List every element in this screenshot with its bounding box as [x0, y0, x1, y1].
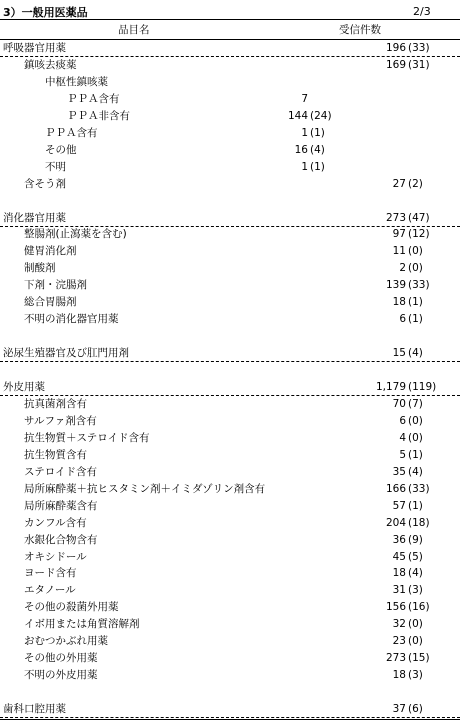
- row-label: 下剤・浣腸剤: [24, 279, 87, 292]
- table-row: [0, 396, 460, 412]
- row-label: ＰＰＡ含有: [67, 92, 120, 105]
- table-row: [0, 464, 460, 480]
- row-label: カンフル含有: [24, 516, 87, 529]
- table-row: [0, 57, 460, 73]
- row-serious-count: (4): [310, 143, 325, 156]
- row-label: 不明の消化器官用薬: [24, 313, 119, 326]
- row-count: 23: [392, 635, 406, 648]
- row-serious-count: (33): [408, 482, 430, 495]
- row-label: 水銀化合物含有: [24, 533, 98, 546]
- column-header-count: 受信件数: [339, 24, 381, 36]
- table-header: [0, 19, 460, 40]
- table-row: [0, 430, 460, 446]
- row-label: 抗真菌剤含有: [24, 397, 87, 410]
- row-serious-count: (1): [408, 448, 423, 461]
- row-serious-count: (0): [408, 431, 423, 444]
- row-label: ヨード含有: [24, 567, 77, 580]
- table-row: [0, 159, 460, 175]
- row-count: 196: [385, 42, 406, 54]
- row-count: 144: [287, 109, 308, 122]
- row-count: 2: [399, 262, 406, 275]
- table-row: [0, 125, 460, 141]
- row-serious-count: (1): [310, 126, 325, 139]
- row-label: ＰＰＡ非含有: [67, 109, 130, 122]
- row-serious-count: (6): [408, 703, 423, 716]
- table-row: [0, 108, 460, 124]
- table-row: [0, 582, 460, 598]
- row-serious-count: (0): [408, 414, 423, 427]
- row-serious-count: (1): [408, 499, 423, 512]
- row-serious-count: (3): [408, 669, 423, 682]
- row-label: 歯科口腔用薬: [3, 703, 66, 716]
- row-label: 消化器官用薬: [3, 211, 66, 224]
- row-count: 11: [392, 245, 406, 258]
- row-count: 36: [392, 533, 406, 546]
- table-row: [0, 667, 460, 683]
- row-count: 35: [392, 465, 406, 478]
- table-row: [0, 549, 460, 565]
- row-count: 1: [301, 160, 308, 173]
- row-serious-count: (1): [310, 160, 325, 173]
- category-row: [0, 210, 460, 227]
- category-row: [0, 40, 460, 57]
- row-label: 呼吸器官用薬: [3, 42, 66, 54]
- row-serious-count: (31): [408, 58, 430, 71]
- row-serious-count: (119): [408, 381, 437, 393]
- row-serious-count: (0): [408, 635, 423, 648]
- row-count: 273: [385, 652, 406, 665]
- category-row: [0, 379, 460, 396]
- table-row: [0, 193, 460, 209]
- row-serious-count: (9): [408, 533, 423, 546]
- row-serious-count: (1): [408, 296, 423, 309]
- row-count: 57: [392, 499, 406, 512]
- table-row: [0, 599, 460, 615]
- row-count: 169: [385, 58, 406, 71]
- row-label: 整腸剤(止瀉薬を含む): [24, 228, 127, 241]
- row-count: 166: [385, 482, 406, 495]
- row-count: 70: [392, 397, 406, 410]
- table-row: [0, 311, 460, 327]
- row-serious-count: (7): [408, 397, 423, 410]
- row-serious-count: (4): [408, 567, 423, 580]
- page-number: 2/3: [413, 5, 431, 18]
- section-title: 3）一般用医薬品: [3, 6, 88, 19]
- row-serious-count: (2): [408, 177, 423, 190]
- row-count: 5: [399, 448, 406, 461]
- row-count: 45: [392, 550, 406, 563]
- row-label: 中枢性鎮咳薬: [45, 75, 108, 88]
- row-serious-count: (4): [408, 347, 423, 360]
- row-serious-count: (12): [408, 228, 430, 241]
- table-row: [0, 684, 460, 700]
- row-label: 制酸剤: [24, 262, 56, 275]
- row-label: その他: [45, 143, 77, 156]
- row-label: 不明の外皮用薬: [24, 669, 98, 682]
- row-label: 含そう剤: [24, 177, 66, 190]
- row-serious-count: (0): [408, 618, 423, 631]
- row-label: おむつかぶれ用薬: [24, 635, 108, 648]
- table-row: [0, 498, 460, 514]
- row-count: 6: [399, 313, 406, 326]
- row-label: その他の外用薬: [24, 652, 98, 665]
- row-count: 18: [392, 567, 406, 580]
- category-row: [0, 701, 460, 718]
- table-row: [0, 328, 460, 344]
- row-count: 18: [392, 296, 406, 309]
- table-row: [0, 515, 460, 531]
- row-count: 16: [294, 143, 308, 156]
- table-row: [0, 226, 460, 242]
- row-serious-count: (18): [408, 516, 430, 529]
- row-count: 18: [392, 669, 406, 682]
- row-count: 7: [301, 92, 308, 105]
- row-label: エタノール: [24, 584, 76, 597]
- row-count: 15: [392, 347, 406, 360]
- table-row: [0, 91, 460, 107]
- row-serious-count: (0): [408, 245, 423, 258]
- row-label: ＰＰＡ含有: [45, 126, 98, 139]
- row-label: 抗生物質＋ステロイド含有: [24, 431, 150, 444]
- table-row: [0, 565, 460, 581]
- row-label: 鎮咳去痰薬: [24, 58, 77, 71]
- row-label: 局所麻酔薬＋抗ヒスタミン剤＋イミダゾリン剤含有: [24, 482, 266, 495]
- row-serious-count: (24): [310, 109, 332, 122]
- table-row: [0, 532, 460, 548]
- table-row: [0, 650, 460, 666]
- row-count: 31: [392, 584, 406, 597]
- row-serious-count: (16): [408, 601, 430, 614]
- table-row: [0, 260, 460, 276]
- row-serious-count: (15): [408, 652, 430, 665]
- column-header-item: 品目名: [118, 24, 150, 36]
- row-label: その他の殺菌外用薬: [24, 601, 119, 614]
- table-row: [0, 447, 460, 463]
- row-serious-count: (0): [408, 262, 423, 275]
- table-row: [0, 294, 460, 310]
- table-row: [0, 413, 460, 429]
- row-count: 204: [385, 516, 406, 529]
- row-count: 156: [385, 601, 406, 614]
- row-count: 37: [392, 703, 406, 716]
- row-serious-count: (47): [408, 211, 430, 224]
- row-count: 4: [399, 431, 406, 444]
- row-label: 外皮用薬: [3, 381, 45, 393]
- table-row: [0, 142, 460, 158]
- table-row: [0, 633, 460, 649]
- table-row: [0, 277, 460, 293]
- row-label: イボ用または角質溶解剤: [24, 618, 140, 631]
- table-row: [0, 362, 460, 378]
- row-label: 局所麻酔薬含有: [24, 499, 98, 512]
- table-row: [0, 176, 460, 192]
- row-serious-count: (1): [408, 313, 423, 326]
- row-count: 1,179: [375, 381, 406, 393]
- category-row: [0, 345, 460, 362]
- row-label: 総合胃腸剤: [24, 296, 77, 309]
- row-count: 1: [301, 126, 308, 139]
- row-serious-count: (33): [408, 279, 430, 292]
- row-label: 健胃消化剤: [24, 245, 77, 258]
- row-label: オキシドール: [24, 550, 87, 563]
- row-label: サルファ剤含有: [24, 414, 97, 427]
- row-count: 32: [392, 618, 406, 631]
- table-row: [0, 616, 460, 632]
- row-label: 抗生物質含有: [24, 448, 87, 461]
- row-label: 泌尿生殖器官及び肛門用剤: [3, 347, 129, 360]
- row-count: 97: [392, 228, 406, 241]
- row-serious-count: (4): [408, 465, 423, 478]
- table-row: [0, 243, 460, 259]
- row-count: 27: [392, 177, 406, 190]
- row-count: 139: [385, 279, 406, 292]
- row-count: 6: [399, 414, 406, 427]
- row-serious-count: (3): [408, 584, 423, 597]
- row-label: 不明: [45, 160, 66, 173]
- row-serious-count: (5): [408, 550, 423, 563]
- row-label: ステロイド含有: [24, 465, 97, 478]
- row-serious-count: (33): [408, 42, 430, 54]
- table-row: [0, 74, 460, 90]
- row-count: 273: [385, 211, 406, 224]
- table-row: [0, 481, 460, 497]
